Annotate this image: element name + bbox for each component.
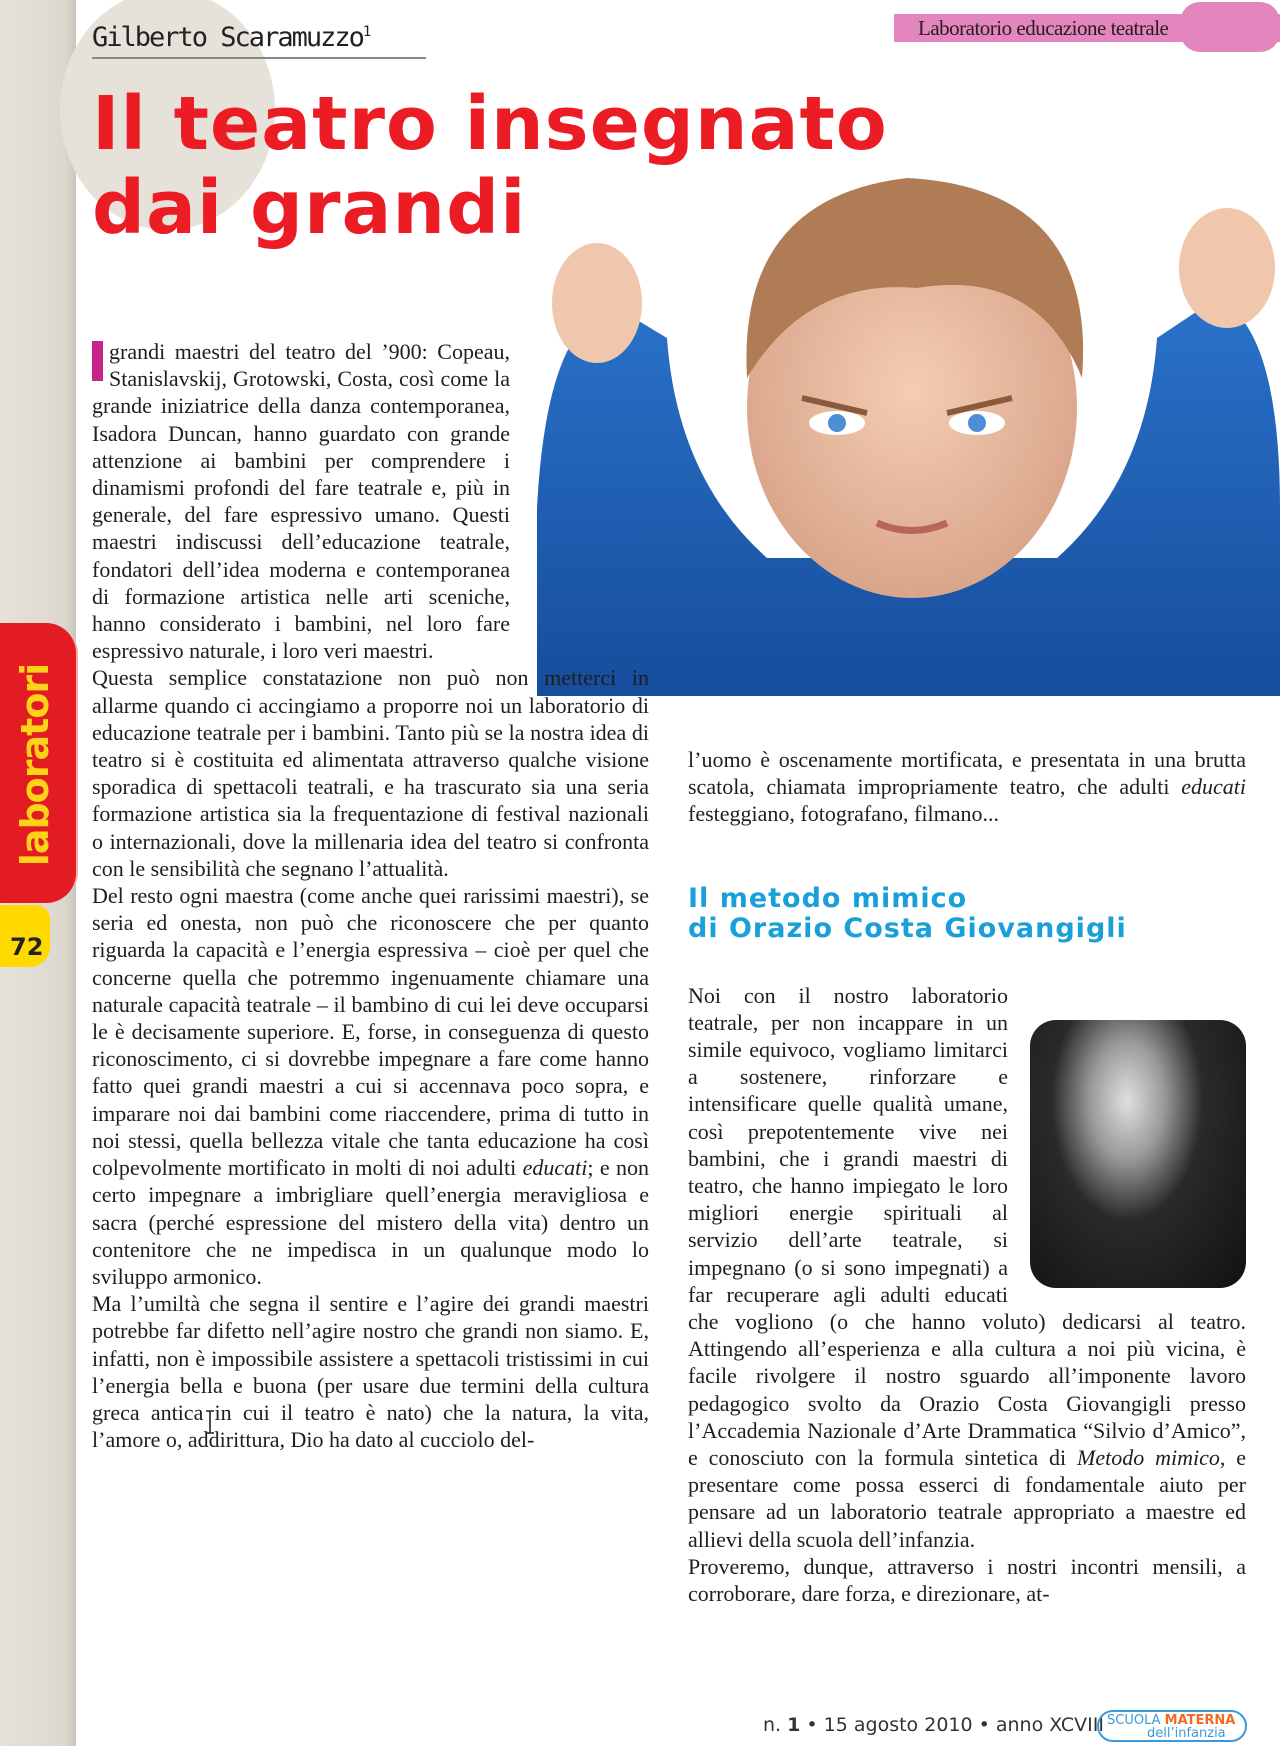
italic-educati: educati	[522, 1155, 588, 1181]
right-column	[688, 982, 1246, 1608]
article-title	[92, 82, 888, 250]
subheading	[688, 884, 1246, 944]
left-flow	[92, 338, 649, 1453]
paragraph-2: Questa semplice constatazione non può non metterci in allarme quando ci accingiamo a proporre noi un laboratorio di educazione teatrale per i bambini. Tanto più se la nostra idea di teatro si è costituita ed alimentata attraverso qualche visione sporadica di spettacoli teatrali, e ha trascurato sia una seria formazione artistica sia la frequentazione di festival nazionali o internazionali, dove la millenaria idea del teatro si confronta con le sensibilità che segnano l’attualità.	[92, 665, 649, 881]
subheading-line-1: Il metodo mimico	[688, 882, 968, 914]
logo-materna: MATERNA	[1164, 1713, 1236, 1728]
author-name	[92, 22, 426, 59]
paragraph-4: Ma l’umiltà che segna il sentire e l’agire dei grandi maestri potrebbe far difetto nell’agire nostro che grandi non siamo. E, infatti, non è impossibile assistere a spettacoli tristissimi in cui l’energia bella e buona (per usare due termini della cultura greca antica in cui il teatro è nato) che la natura, la vita, l’amore o, addirittura, Dio ha dato al cucciolo del-	[92, 1291, 649, 1453]
author-footnote-mark: 1	[362, 24, 370, 40]
paragraph-4-cont-end: festeggiano, fotografano, filmano...	[688, 801, 999, 827]
subheading-line-2: di Orazio Costa Giovangigli	[688, 912, 1127, 944]
paragraph-3-text: Del resto ogni maestra (come anche quei rarissimi maestri), se seria ed onesta, non può che riconoscere che per quanto riguarda la capacità e l’energia espressiva – cioè per quel che concerne quella che potremmo ingenuamente chiamare una naturale capacità teatrale – il bambino di cui lei deve occuparsi le è decisamente superiore. E, forse, in conseguenza di questo riconoscimento, ci si dovrebbe impegnare a fare come hanno fatto quei grandi maestri a cui si accennava poco sopra, e imparare noi dai bambini come riaccendere, prima di tutto in noi stessi, quella bellezza vitale che tanta educazione ha così colpevolmente mortificato in molti di noi adulti	[92, 883, 649, 1181]
right-column-top	[688, 746, 1246, 828]
right-flow	[688, 746, 1246, 1607]
logo-scuola: SCUOLA	[1107, 1713, 1161, 1728]
left-column	[92, 664, 649, 1453]
section-tab	[894, 14, 1280, 42]
sidebar-label: laboratori	[13, 663, 57, 867]
title-line-2: dai grandi	[92, 165, 527, 251]
issue-date: • 15 agosto 2010 • anno XCVIII	[806, 1714, 1104, 1736]
italic-educati-2: educati	[1181, 774, 1246, 800]
section-label: Laboratorio educazione teatrale	[918, 16, 1169, 40]
paragraph-5-text-end: , e presentare come possa esserci di fondamentale aiuto per pensare ad un laboratorio teatrale appropriato a maestre ed allievi della scuola dell’infanzia.	[688, 1445, 1247, 1552]
sidebar-section-tab	[0, 623, 76, 903]
dropcap-i	[92, 341, 103, 381]
paragraph-1-text: grandi maestri del teatro del ’900: Copeau, Stanislavskij, Grotowski, Costa, così come la grande iniziatrice della danza contemporanea, Isadora Duncan, hanno guardato con grande attenzione ai bambini per comprendere i dinamismi profondi del fare teatrale e, più in generale, del fare espressivo umano. Questi maestri indiscussi dell’educazione teatrale, fondatori dell’idea moderna e contemporanea di formazione artistica nelle arti sceniche, hanno considerato i bambini, nel loro fare espressivo naturale, i loro veri maestri.	[92, 339, 510, 664]
orazio-costa-photo	[1030, 1020, 1246, 1288]
paragraph-3	[92, 882, 649, 1290]
paragraph-4-continued	[688, 746, 1246, 828]
issue-info	[763, 1714, 1104, 1736]
title-line-1: Il teatro insegnato	[92, 81, 888, 167]
italic-metodo-mimico: Metodo mimico	[1077, 1445, 1220, 1471]
paragraph-4-cont-text: l’uomo è oscenamente mortificata, e presentata in una brutta scatola, chiamata impropriamente teatro, che adulti	[688, 747, 1246, 800]
logo-infanzia: dell’infanzia	[1147, 1726, 1226, 1741]
paragraph-5-text: Noi con il nostro laboratorio teatrale, per non incappare in un simile equivoco, vogliamo limitarci a sostenere, rinforzare e intensificare quelle qualità umane, così prepotentemente vive nei bambini, che i grandi maestri di teatro, che hanno impiegato le loro migliori energie spirituali al servizio dell’arte teatrale, si impegnano (o si sono impegnati) a far recuperare agli adulti educati che vogliono (o che hanno voluto) dedicarsi al teatro. Attingendo all’esperienza e alla cultura a noi più vicina, è facile rivolgere il nostro sguardo all’imponente lavoro pedagogico svolto da Orazio Costa Giovangigli presso l’Accademia Nazionale d’Arte Drammatica “Silvio d’Amico”, e conosciuto con la formula sintetica di	[688, 982, 1246, 1471]
page-number: 72	[10, 933, 44, 961]
issue-number: 1	[787, 1714, 801, 1736]
paragraph-3-text-end: ; e non certo impegnare a imbrigliare quell’energia meravigliosa e sacra (perché espressione del mistero della vita) dentro un contenitore che ne impedisca in un qualunque modo lo sviluppo armonico.	[92, 1155, 649, 1289]
paragraph-6: Proveremo, dunque, attraverso i nostri incontri mensili, a corroborare, dare forza, e direzionare, at-	[688, 1553, 1246, 1607]
page-number-badge	[0, 905, 50, 967]
issue-prefix: n.	[763, 1714, 782, 1736]
paragraph-1	[92, 338, 510, 664]
intro-column	[92, 338, 510, 664]
magazine-logo	[1097, 1710, 1247, 1742]
author-text: Gilberto Scaramuzzo	[92, 22, 363, 53]
